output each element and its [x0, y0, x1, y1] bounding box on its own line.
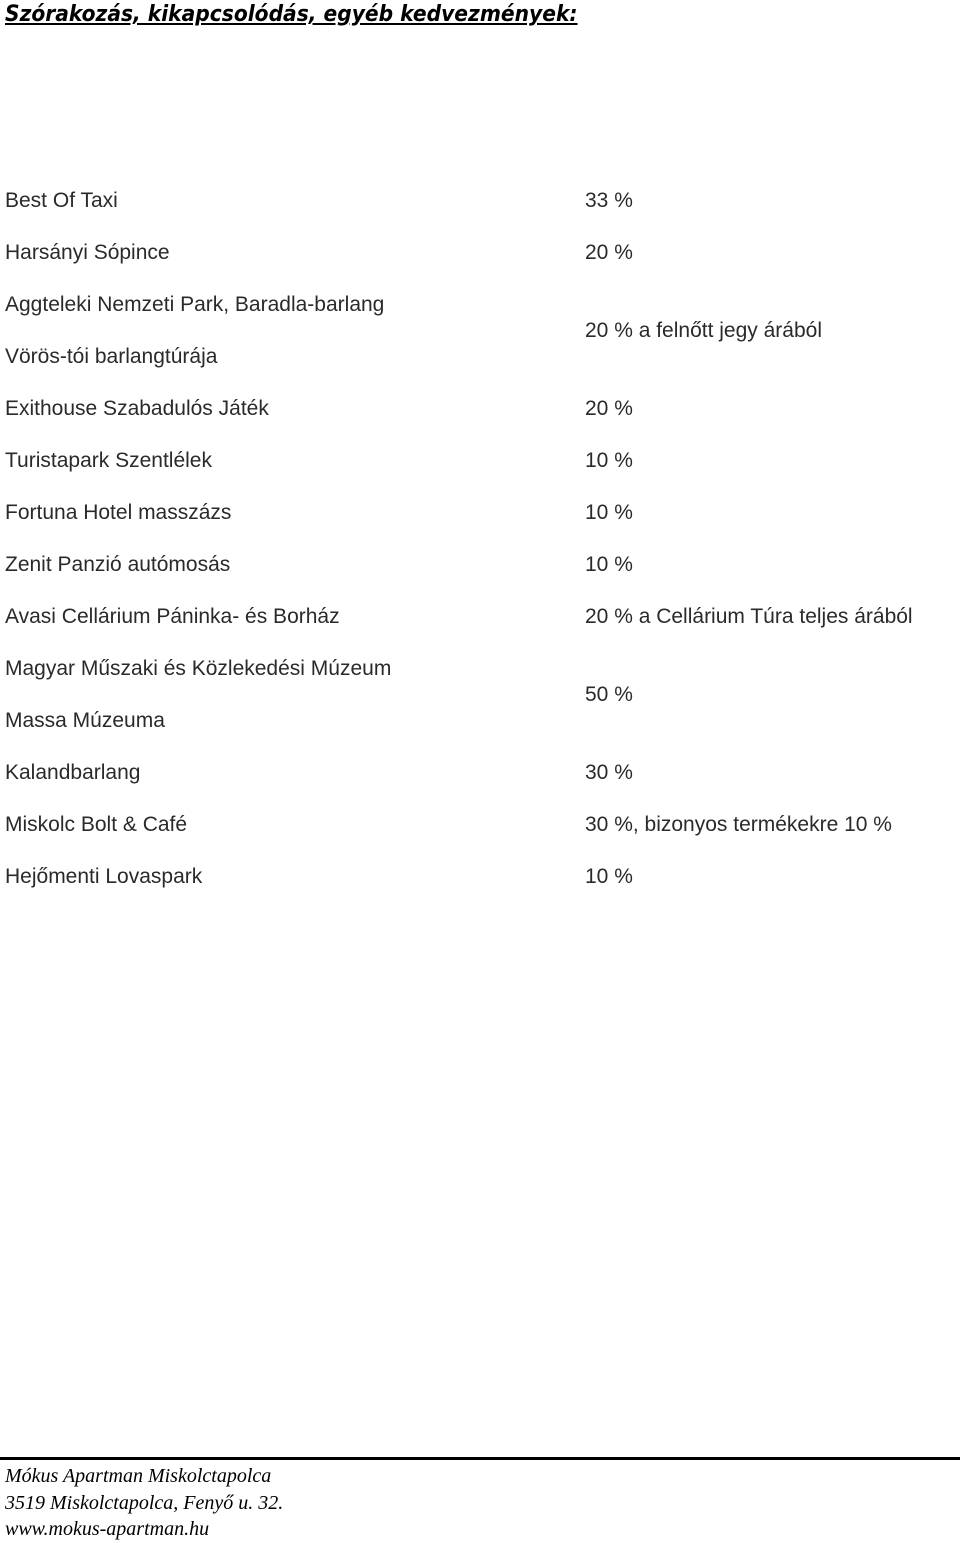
partner-name: Hejőmenti Lovaspark — [5, 865, 203, 888]
partner-name: Vörös-tói barlangtúrája — [5, 345, 218, 368]
partner-name: Aggteleki Nemzeti Park, Baradla-barlang — [5, 293, 385, 316]
discount-value: 10 % — [585, 449, 633, 472]
partner-name-group — [5, 643, 585, 747]
page-heading: Szórakozás, kikapcsolódás, egyéb kedvezmények: — [5, 2, 578, 27]
discount-value: 20 % — [585, 397, 633, 420]
footer-divider — [0, 1457, 960, 1460]
partner-name: Exithouse Szabadulós Játék — [5, 397, 269, 420]
partner-name: Best Of Taxi — [5, 189, 118, 212]
partner-name: Turistapark Szentlélek — [5, 449, 212, 472]
discount-value: 20 % — [585, 241, 633, 264]
discount-list — [5, 175, 955, 903]
partner-name: Magyar Műszaki és Közlekedési Múzeum — [5, 657, 392, 680]
discount-row — [5, 279, 955, 383]
footer — [5, 1463, 283, 1543]
discount-row — [5, 591, 955, 643]
partner-name: Miskolc Bolt & Café — [5, 813, 188, 836]
discount-value: 30 %, bizonyos termékekre 10 % — [585, 813, 892, 836]
partner-name: Fortuna Hotel masszázs — [5, 501, 232, 524]
discount-value: 20 % a Cellárium Túra teljes árából — [585, 605, 913, 628]
discount-value: 10 % — [585, 553, 633, 576]
discount-row — [5, 383, 955, 435]
discount-row — [5, 175, 955, 227]
partner-name: Massa Múzeuma — [5, 709, 165, 732]
partner-name: Avasi Cellárium Páninka- és Borház — [5, 605, 340, 628]
discount-row — [5, 487, 955, 539]
footer-company: Mókus Apartman Miskolctapolca — [5, 1465, 272, 1487]
discount-row — [5, 799, 955, 851]
discount-value: 30 % — [585, 761, 633, 784]
partner-name-group — [5, 279, 585, 383]
discount-row — [5, 643, 955, 747]
discount-value: 20 % a felnőtt jegy árából — [585, 319, 822, 342]
partner-name: Kalandbarlang — [5, 761, 141, 784]
discount-row — [5, 747, 955, 799]
discount-row — [5, 435, 955, 487]
discount-row — [5, 227, 955, 279]
discount-value: 50 % — [585, 683, 633, 706]
partner-name: Zenit Panzió autómosás — [5, 553, 231, 576]
discount-row — [5, 539, 955, 591]
discount-row — [5, 851, 955, 903]
discount-value: 10 % — [585, 865, 633, 888]
discount-value: 10 % — [585, 501, 633, 524]
discount-value: 33 % — [585, 189, 633, 212]
footer-website: www.mokus-apartman.hu — [5, 1518, 210, 1540]
partner-name: Harsányi Sópince — [5, 241, 170, 264]
footer-address: 3519 Miskolctapolca, Fenyő u. 32. — [5, 1491, 284, 1514]
